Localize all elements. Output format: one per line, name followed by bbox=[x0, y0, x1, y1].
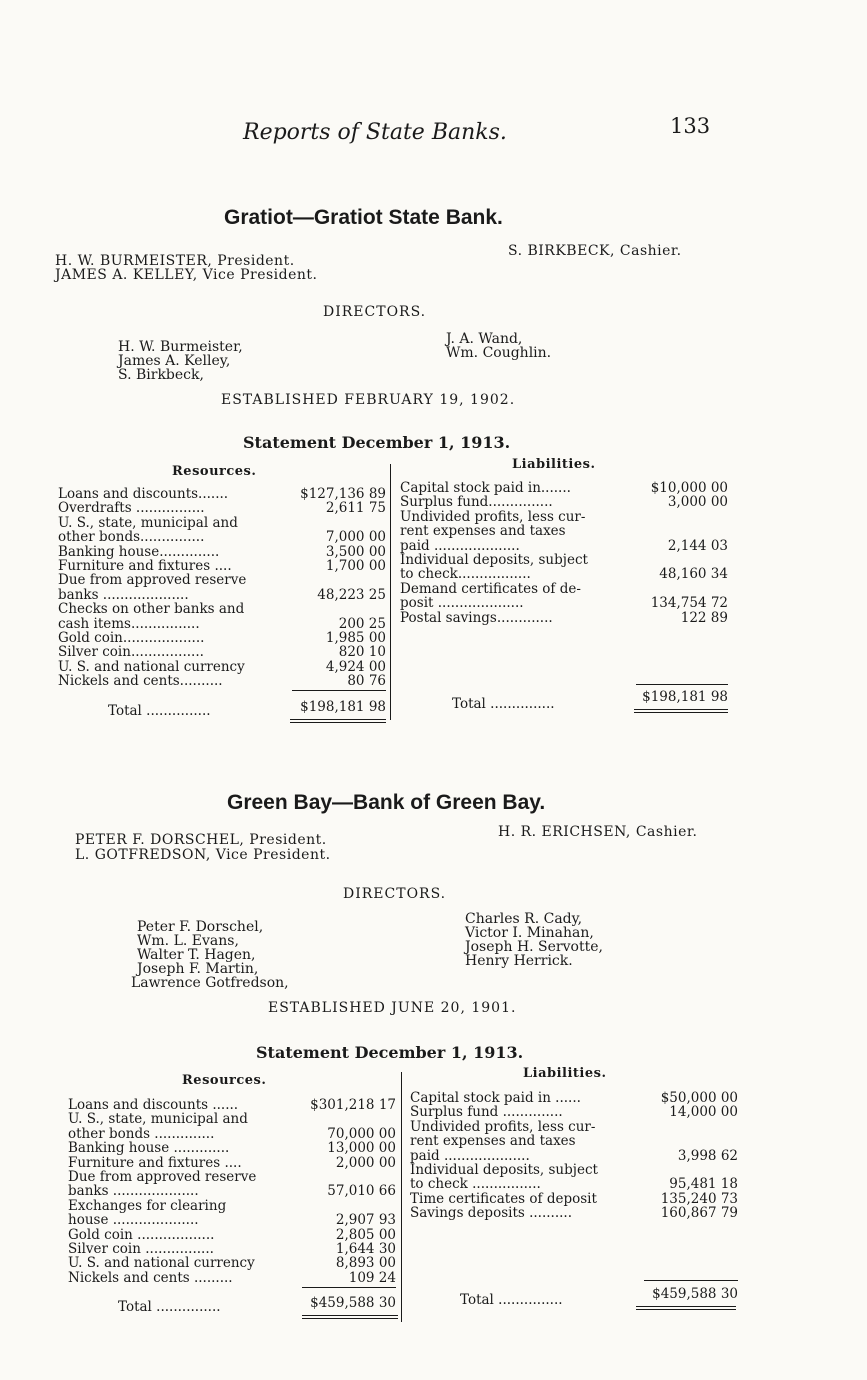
liability-value: 3,000 00 bbox=[667, 494, 728, 511]
liability-value bbox=[636, 1134, 738, 1148]
total-double-rule bbox=[634, 712, 728, 713]
resource-value: $301,218 17 bbox=[310, 1097, 396, 1113]
officer-cashier: S. BIRKBECK, Cashier. bbox=[508, 243, 682, 259]
resource-value: 7,000 00 bbox=[325, 529, 386, 546]
liabilities-list bbox=[400, 481, 588, 625]
resource-value: 1,644 30 bbox=[335, 1241, 396, 1258]
total-double-rule bbox=[636, 1306, 736, 1307]
directors-heading: DIRECTORS. bbox=[323, 304, 427, 320]
resource-label: Nickels and cents ......... bbox=[68, 1269, 233, 1286]
director-name: Wm. L. Evans, bbox=[137, 933, 239, 949]
column-divider bbox=[390, 464, 391, 720]
resource-label: U. S., state, municipal and bbox=[58, 514, 238, 531]
liability-value bbox=[636, 1120, 738, 1134]
liability-value bbox=[626, 553, 728, 567]
bank-title: Green Bay—Bank of Green Bay. bbox=[227, 791, 546, 814]
established-date: ESTABLISHED FEBRUARY 19, 1902. bbox=[221, 392, 516, 408]
resource-label: U. S. and national currency bbox=[68, 1255, 255, 1272]
resource-label: Silver coin ................ bbox=[68, 1241, 214, 1258]
resource-label: Overdrafts ................ bbox=[58, 500, 205, 517]
director-name: Walter T. Hagen, bbox=[137, 947, 256, 963]
liability-label: Savings deposits .......... bbox=[410, 1205, 572, 1222]
resource-label: Gold coin................... bbox=[58, 630, 205, 647]
running-title: Reports of State Banks. bbox=[243, 120, 507, 145]
resource-value: 2,805 00 bbox=[335, 1226, 396, 1243]
resource-value bbox=[286, 516, 386, 530]
liabilities-values bbox=[626, 481, 728, 625]
resource-label: cash items................ bbox=[58, 615, 200, 632]
liability-value: 2,144 03 bbox=[667, 537, 728, 554]
liability-label: Surplus fund .............. bbox=[410, 1104, 563, 1121]
resource-label: Nickels and cents.......... bbox=[58, 673, 223, 690]
subtotal-rule bbox=[636, 684, 728, 685]
director-name: Joseph H. Servotte, bbox=[465, 939, 603, 955]
subtotal-rule bbox=[302, 1287, 396, 1288]
officer-president: H. W. BURMEISTER, President. bbox=[55, 253, 295, 269]
established-date: ESTABLISHED JUNE 20, 1901. bbox=[268, 1000, 517, 1016]
resources-values bbox=[296, 1098, 396, 1285]
resource-value: 3,500 00 bbox=[325, 543, 386, 560]
liability-label: posit .................... bbox=[400, 595, 524, 612]
subtotal-rule bbox=[644, 1280, 738, 1281]
resource-value bbox=[296, 1199, 396, 1213]
liability-label: Time certificates of deposit bbox=[410, 1190, 597, 1207]
page-number: 133 bbox=[670, 114, 711, 138]
resource-label: U. S. and national currency bbox=[58, 658, 245, 675]
total-double-rule bbox=[302, 1315, 398, 1316]
liability-label: Demand certificates of de- bbox=[400, 580, 581, 597]
resources-total-label: Total ............... bbox=[108, 703, 211, 719]
resource-label: Furniture and fixtures .... bbox=[68, 1154, 242, 1171]
bank-title: Gratiot—Gratiot State Bank. bbox=[224, 206, 503, 229]
liability-value: 95,481 18 bbox=[669, 1176, 738, 1193]
liability-value: $50,000 00 bbox=[660, 1090, 738, 1106]
liabilities-heading: Liabilities. bbox=[523, 1066, 607, 1081]
resource-value: 2,611 75 bbox=[325, 500, 386, 517]
director-name: Victor I. Minahan, bbox=[465, 925, 594, 941]
liability-label: Undivided profits, less cur- bbox=[410, 1118, 596, 1135]
liability-value: 122 89 bbox=[680, 609, 728, 626]
officer-cashier: H. R. ERICHSEN, Cashier. bbox=[498, 824, 698, 840]
liability-value: 135,240 73 bbox=[660, 1190, 738, 1207]
liabilities-total-value: $198,181 98 bbox=[642, 689, 728, 705]
liabilities-total-value: $459,588 30 bbox=[652, 1286, 738, 1302]
total-double-rule bbox=[290, 719, 386, 720]
liability-label: Capital stock paid in....... bbox=[400, 480, 571, 496]
resource-label: Loans and discounts....... bbox=[58, 486, 229, 502]
resources-total-value: $198,181 98 bbox=[300, 699, 386, 715]
directors-heading: DIRECTORS. bbox=[343, 886, 447, 902]
officer-vice-president: JAMES A. KELLEY, Vice President. bbox=[55, 267, 318, 283]
officer-vice-president: L. GOTFREDSON, Vice President. bbox=[75, 847, 331, 863]
resource-value: 4,924 00 bbox=[325, 658, 386, 675]
director-name: Charles R. Cady, bbox=[465, 911, 583, 927]
statement-title: Statement December 1, 1913. bbox=[243, 433, 511, 452]
total-double-rule bbox=[636, 1309, 736, 1310]
liability-value: 134,754 72 bbox=[650, 595, 728, 612]
resource-value: 1,985 00 bbox=[325, 630, 386, 647]
director-name: Peter F. Dorschel, bbox=[137, 919, 264, 935]
resource-label: banks .................... bbox=[58, 586, 189, 603]
liability-label: paid .................... bbox=[410, 1147, 530, 1164]
resources-values bbox=[286, 487, 386, 689]
total-double-rule bbox=[302, 1318, 398, 1319]
resource-label: Gold coin .................. bbox=[68, 1226, 215, 1243]
resource-value bbox=[296, 1170, 396, 1184]
resource-value: 2,907 93 bbox=[335, 1212, 396, 1229]
liability-label: Capital stock paid in ...... bbox=[410, 1090, 581, 1106]
resource-value bbox=[296, 1112, 396, 1126]
total-double-rule bbox=[290, 722, 386, 723]
director-name: Wm. Coughlin. bbox=[446, 345, 552, 361]
resource-label: house .................... bbox=[68, 1212, 199, 1229]
resource-value: 8,893 00 bbox=[335, 1255, 396, 1272]
resource-value: 200 25 bbox=[338, 615, 386, 632]
resource-label: U. S., state, municipal and bbox=[68, 1111, 248, 1128]
liability-label: Surplus fund............... bbox=[400, 494, 553, 511]
resource-label: Checks on other banks and bbox=[58, 601, 245, 618]
director-name: James A. Kelley, bbox=[118, 353, 231, 369]
resource-label: Exchanges for clearing bbox=[68, 1197, 227, 1214]
subtotal-rule bbox=[292, 690, 386, 691]
liability-value: $10,000 00 bbox=[650, 480, 728, 496]
liabilities-total-label: Total ............... bbox=[460, 1292, 563, 1308]
resource-label: other bonds............... bbox=[58, 529, 205, 546]
resource-value: 109 24 bbox=[348, 1269, 396, 1286]
liability-value: 14,000 00 bbox=[669, 1104, 738, 1121]
resource-value: $127,136 89 bbox=[300, 486, 386, 502]
liability-value bbox=[626, 510, 728, 524]
resource-value: 820 10 bbox=[338, 644, 386, 661]
liability-value: 3,998 62 bbox=[677, 1147, 738, 1164]
liabilities-heading: Liabilities. bbox=[512, 457, 596, 472]
liability-label: Individual deposits, subject bbox=[410, 1162, 598, 1179]
liability-label: to check ................ bbox=[410, 1176, 541, 1193]
resource-label: Due from approved reserve bbox=[68, 1169, 257, 1186]
liability-label: rent expenses and taxes bbox=[410, 1133, 576, 1150]
liability-label: Undivided profits, less cur- bbox=[400, 508, 586, 525]
liability-label: to check................. bbox=[400, 566, 531, 583]
liabilities-values bbox=[636, 1091, 738, 1221]
resource-value: 13,000 00 bbox=[327, 1140, 396, 1157]
resource-label: Banking house ............. bbox=[68, 1140, 230, 1157]
statement-title: Statement December 1, 1913. bbox=[256, 1043, 524, 1062]
liabilities-list bbox=[410, 1091, 598, 1221]
resource-label: Banking house.............. bbox=[58, 543, 220, 560]
resource-label: Loans and discounts ...... bbox=[68, 1097, 239, 1113]
resource-value: 1,700 00 bbox=[325, 558, 386, 575]
director-name: Lawrence Gotfredson, bbox=[131, 975, 289, 991]
liability-value: 160,867 79 bbox=[660, 1205, 738, 1222]
liability-value: 48,160 34 bbox=[659, 566, 728, 583]
resource-value: 80 76 bbox=[347, 673, 386, 690]
liability-label: paid .................... bbox=[400, 537, 520, 554]
resources-total-value: $459,588 30 bbox=[310, 1295, 396, 1311]
liability-label: rent expenses and taxes bbox=[400, 523, 566, 540]
liability-value bbox=[626, 524, 728, 538]
liability-value bbox=[626, 582, 728, 596]
liability-label: Individual deposits, subject bbox=[400, 552, 588, 569]
liabilities-total-label: Total ............... bbox=[452, 696, 555, 712]
director-name: H. W. Burmeister, bbox=[118, 339, 243, 355]
director-name: Joseph F. Martin, bbox=[137, 961, 259, 977]
resource-value bbox=[286, 573, 386, 587]
resource-label: other bonds .............. bbox=[68, 1125, 215, 1142]
total-double-rule bbox=[634, 709, 728, 710]
resources-heading: Resources. bbox=[172, 464, 257, 479]
resource-value bbox=[286, 602, 386, 616]
resources-list bbox=[68, 1098, 256, 1285]
liability-label: Postal savings............. bbox=[400, 609, 553, 626]
resource-value: 2,000 00 bbox=[335, 1154, 396, 1171]
resources-list bbox=[58, 487, 246, 689]
director-name: J. A. Wand, bbox=[446, 331, 523, 347]
director-name: Henry Herrick. bbox=[465, 953, 573, 969]
resource-label: Furniture and fixtures .... bbox=[58, 558, 232, 575]
resource-value: 57,010 66 bbox=[327, 1183, 396, 1200]
resource-value: 70,000 00 bbox=[327, 1125, 396, 1142]
resources-heading: Resources. bbox=[182, 1073, 267, 1088]
resource-label: banks .................... bbox=[68, 1183, 199, 1200]
resource-value: 48,223 25 bbox=[317, 586, 386, 603]
resource-label: Due from approved reserve bbox=[58, 572, 247, 589]
director-name: S. Birkbeck, bbox=[118, 367, 204, 383]
liability-value bbox=[636, 1163, 738, 1177]
officer-president: PETER F. DORSCHEL, President. bbox=[75, 832, 327, 848]
column-divider bbox=[401, 1072, 402, 1322]
resource-label: Silver coin................. bbox=[58, 644, 204, 661]
resources-total-label: Total ............... bbox=[118, 1299, 221, 1315]
